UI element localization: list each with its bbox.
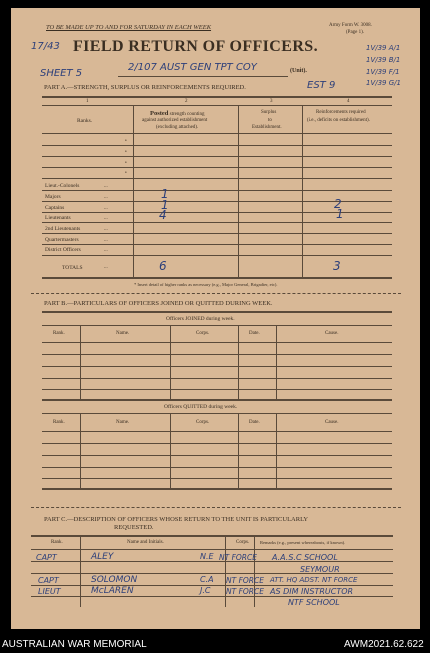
officer-1-name: ALEY — [91, 552, 114, 562]
blank-row-rule-1 — [42, 145, 392, 146]
joined-col-date: Date. — [249, 331, 260, 336]
joined-col-corps: Corps. — [196, 331, 210, 336]
quitted-col-date: Date. — [249, 420, 260, 425]
part-b-title: PART B.—PARTICULARS OF OFFICERS JOINED OR QUITTED DURING WEEK. — [44, 300, 273, 307]
col-num-rule — [42, 105, 392, 106]
joined-heading: Officers JOINED during week. — [166, 316, 235, 322]
date-stamp-2: 1V/39 B/1 — [366, 56, 401, 64]
rank-lieut-colonels: Lieut.-Colonels — [45, 183, 80, 189]
officer-2-initials: C.A — [200, 575, 214, 584]
officer-3-corps: NT FORCE — [226, 587, 264, 596]
rank-lieutenants: Lieutenants — [45, 215, 71, 221]
instruction-line: TO BE MADE UP TO AND FOR SATURDAY IN EACH WEEK — [46, 24, 212, 31]
quitted-col-line-1 — [80, 413, 81, 488]
officer-3-remarks-2: NTF SCHOOL — [288, 598, 340, 607]
col-num-1: 1 — [86, 99, 89, 104]
part-a-col-line-1 — [133, 105, 134, 277]
dots-row-6: ... — [104, 238, 108, 243]
rank-row-rule-7 — [42, 255, 392, 256]
rank-captains: Captains — [45, 205, 65, 211]
reinf-heading-1: Reinforcements required — [316, 110, 366, 115]
date-stamp-4: 1V/39 G/1 — [366, 79, 401, 87]
joined-col-line-2 — [170, 325, 171, 399]
totals-dots: ... — [104, 265, 108, 270]
part-c-col-name: Name and Initials. — [127, 540, 164, 545]
part-a-b-divider — [31, 293, 401, 294]
quitted-heading: Officers QUITTED during week. — [164, 404, 238, 410]
joined-col-name: Name. — [116, 331, 130, 336]
quitted-col-cause: Cause. — [325, 420, 339, 425]
joined-col-line-3 — [238, 325, 239, 399]
quitted-row-rule-4 — [42, 478, 392, 479]
quitted-row-rule-2 — [42, 455, 392, 456]
part-c-row-rule-1 — [31, 561, 393, 562]
part-a-top-rule — [42, 96, 392, 98]
ranks-heading: Ranks. — [77, 118, 93, 124]
quitted-row-rule-1 — [42, 443, 392, 444]
joined-col-line-1 — [80, 325, 81, 399]
joined-col-rule — [42, 342, 392, 343]
posted-majors: 1 — [161, 187, 169, 201]
reinf-heading-2: (i.e., deficits on establishment). — [307, 118, 370, 123]
blank-row-rule-2 — [42, 156, 392, 157]
part-c-col-rank: Rank. — [51, 540, 63, 545]
totals-label: TOTALS — [62, 265, 83, 271]
dots-row-7: ... — [104, 248, 108, 253]
quitted-col-line-4 — [276, 413, 277, 488]
col-num-3: 3 — [270, 99, 273, 104]
rank-2nd-lieutenants: 2nd Lieutenants — [45, 226, 81, 232]
officer-1-remarks-2: SEYMOUR — [300, 565, 340, 574]
part-c-title-1: PART C.—DESCRIPTION OF OFFICERS WHOSE RETURN TO THE UNIT IS PARTICULARLY — [44, 516, 309, 523]
rank-row-rule-1 — [42, 190, 392, 191]
reinf-majors: 2 — [334, 197, 342, 211]
dots-row-4: ... — [104, 216, 108, 221]
rank-row-rule-5 — [42, 233, 392, 234]
officer-2-corps: NT FORCE — [226, 576, 264, 585]
surplus-heading-1: Surplus — [261, 110, 277, 115]
part-a-title: PART A.—STRENGTH, SURPLUS OR REINFORCEMENTS REQUIRED. — [44, 84, 246, 91]
joined-col-line-4 — [276, 325, 277, 399]
quitted-col-line-3 — [238, 413, 239, 488]
unit-underline — [118, 76, 288, 77]
part-c-row-rule-3 — [31, 585, 393, 586]
joined-row-rule-4 — [42, 389, 392, 390]
officer-3-remarks: AS DIM INSTRUCTOR — [270, 587, 354, 596]
page-number: (Page 1). — [346, 30, 365, 35]
part-c-top-rule — [31, 535, 393, 537]
posted-bold: Posted — [150, 110, 169, 117]
joined-head-rule — [42, 325, 392, 326]
quitted-row-rule-3 — [42, 467, 392, 468]
part-b-top-rule — [42, 311, 392, 313]
officer-1-initials: N.E — [200, 552, 214, 561]
posted-heading-1 — [150, 110, 205, 117]
part-b-c-divider — [31, 507, 401, 508]
dot-4: • — [125, 171, 127, 176]
form-number: Army Form W. 3008. — [329, 23, 372, 28]
officer-2-remarks: ATT. HQ ADST. NT FORCE — [270, 576, 358, 584]
dots-row-2: ... — [104, 195, 108, 200]
blank-row-rule-3 — [42, 167, 392, 168]
unit-name: 2/107 AUST GEN TPT COY — [128, 62, 257, 73]
quitted-head-rule — [42, 413, 392, 414]
quitted-col-corps: Corps. — [196, 420, 210, 425]
part-c-col-remarks: Remarks (e.g., present whereabouts, if known). — [260, 540, 346, 545]
date-stamp-1: 1V/39 A/1 — [366, 44, 401, 52]
quitted-col-name: Name. — [116, 420, 130, 425]
form-title: FIELD RETURN OF OFFICERS. — [73, 38, 318, 55]
rank-row-rule-6 — [42, 244, 392, 245]
col-num-2: 2 — [185, 99, 188, 104]
officer-3-rank: LIEUT — [38, 587, 61, 596]
surplus-heading-2: to — [268, 118, 272, 123]
officer-3-initials: J.C — [200, 586, 211, 595]
part-c-title-2: REQUESTED. — [114, 524, 154, 531]
officer-1-corps: NT FORCE — [219, 553, 257, 562]
sheet-number: SHEET 5 — [40, 68, 83, 79]
rank-district-officers: District Officers — [45, 247, 81, 253]
dots-row-5: ... — [104, 227, 108, 232]
part-c-row-rule-4 — [31, 596, 393, 597]
ref-number: 17/43 — [31, 41, 60, 52]
joined-col-rank: Rank. — [53, 331, 65, 336]
posted-captains: 1 — [161, 198, 169, 212]
footer-credit: AUSTRALIAN WAR MEMORIAL — [2, 639, 147, 650]
dots-row-1: ... — [104, 184, 108, 189]
joined-col-cause: Cause. — [325, 331, 339, 336]
joined-row-rule-1 — [42, 354, 392, 355]
part-c-head-rule — [31, 549, 393, 550]
dot-1: • — [125, 139, 127, 144]
blank-row-rule-4 — [42, 178, 392, 179]
unit-label: (Unit). — [290, 68, 307, 74]
part-a-col-line-2 — [238, 105, 239, 277]
col-num-4: 4 — [347, 99, 350, 104]
officer-3-name: McLAREN — [91, 586, 134, 596]
posted-heading-3: (excluding attached). — [156, 125, 199, 130]
dot-3: • — [125, 161, 127, 166]
totals-rule — [42, 277, 392, 279]
quitted-col-line-2 — [170, 413, 171, 488]
joined-bottom-rule — [42, 399, 392, 401]
quitted-col-rule — [42, 431, 392, 432]
reinf-captains: 1 — [336, 207, 344, 221]
officer-2-rank: CAPT — [38, 576, 59, 585]
total-posted: 6 — [159, 259, 167, 273]
footer-bar — [0, 637, 430, 653]
establishment-note: EST 9 — [307, 80, 336, 91]
officer-1-remarks: A.A.S.C SCHOOL — [272, 553, 338, 562]
quitted-bottom-rule — [42, 488, 392, 490]
part-c-col-corps: Corps. — [236, 540, 250, 545]
total-reinf: 3 — [333, 259, 341, 273]
rank-row-rule-4 — [42, 222, 392, 223]
posted-heading-2: against authorized establishment — [142, 118, 208, 123]
rank-quartermasters: Quartermasters — [45, 237, 79, 243]
rank-majors: Majors — [45, 194, 61, 200]
part-a-head-rule — [42, 133, 392, 134]
joined-row-rule-2 — [42, 366, 392, 367]
part-a-footnote: * Insert detail of higher ranks as necessary (e.g., Major General, Brigadier, etc). — [134, 282, 278, 287]
dot-2: • — [125, 150, 127, 155]
officer-2-name: SOLOMON — [91, 575, 138, 585]
surplus-heading-3: Establishment. — [252, 125, 282, 130]
officer-1-rank: CAPT — [36, 553, 57, 562]
posted-lieutenants: 4 — [159, 208, 167, 222]
footer-accession: AWM2021.62.622 — [344, 639, 424, 650]
dots-row-3: ... — [104, 206, 108, 211]
part-a-col-line-3 — [302, 105, 303, 277]
joined-row-rule-3 — [42, 378, 392, 379]
posted-rest: strength counting — [169, 112, 205, 117]
date-stamp-3: 1V/39 F/1 — [366, 68, 400, 76]
quitted-col-rank: Rank. — [53, 420, 65, 425]
